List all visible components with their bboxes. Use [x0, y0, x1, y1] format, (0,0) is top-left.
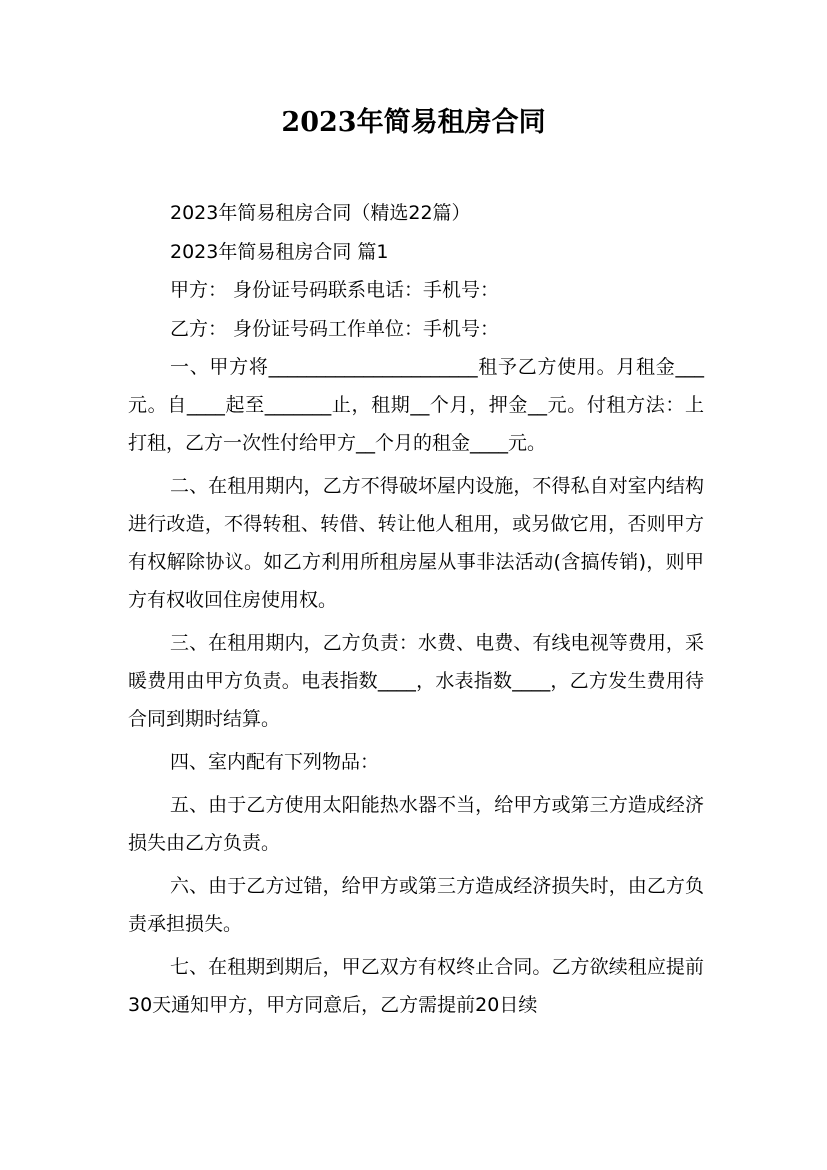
paragraph-clause-4: 四、室内配有下列物品： [170, 751, 380, 773]
paragraph-clause-5: 五、由于乙方使用太阳能热水器不当，给甲方或第三方造成经济损失由乙方负责。 [128, 794, 704, 854]
paragraph-clause-3: 三、在租用期内，乙方负责：水费、电费、有线电视等费用，采暖费用由甲方负责。电表指数____，水表指数____，乙方发生费用待合同到期时结算。 [128, 632, 704, 730]
paragraph-clause-6: 六、由于乙方过错，给甲方或第三方造成经济损失时，由乙方负责承担损失。 [128, 875, 704, 935]
document-title: 2023年简易租房合同 [281, 107, 546, 138]
paragraph-clause-1: 一、甲方将______________________租予乙方使用。月租金___元。自____起至_______止，租期__个月，押金__元。付租方法：上打租，乙方一次性付给甲方__个月的租金____元。 [128, 356, 704, 454]
paragraph-clause-7: 七、在租期到期后，甲乙双方有权终止合同。乙方欲续租应提前30天通知甲方，甲方同意后，乙方需提前20日续 [128, 956, 704, 1016]
paragraph-clause-2: 二、在租用期内，乙方不得破坏屋内设施，不得私自对室内结构进行改造，不得转租、转借、转让他人租用，或另做它用，否则甲方有权解除协议。如乙方利用所租房屋从事非法活动(含搞传销)，则甲方有权收回住房使用权。 [128, 475, 704, 611]
paragraph-party-b: 乙方： 身份证号码工作单位：手机号： [170, 317, 500, 340]
paragraph-section-heading: 2023年简易租房合同 篇1 [170, 240, 389, 263]
paragraph-party-a: 甲方： 身份证号码联系电话：手机号： [170, 279, 500, 301]
paragraph-subtitle: 2023年简易租房合同（精选22篇） [170, 202, 471, 224]
document-body [128, 194, 704, 1029]
